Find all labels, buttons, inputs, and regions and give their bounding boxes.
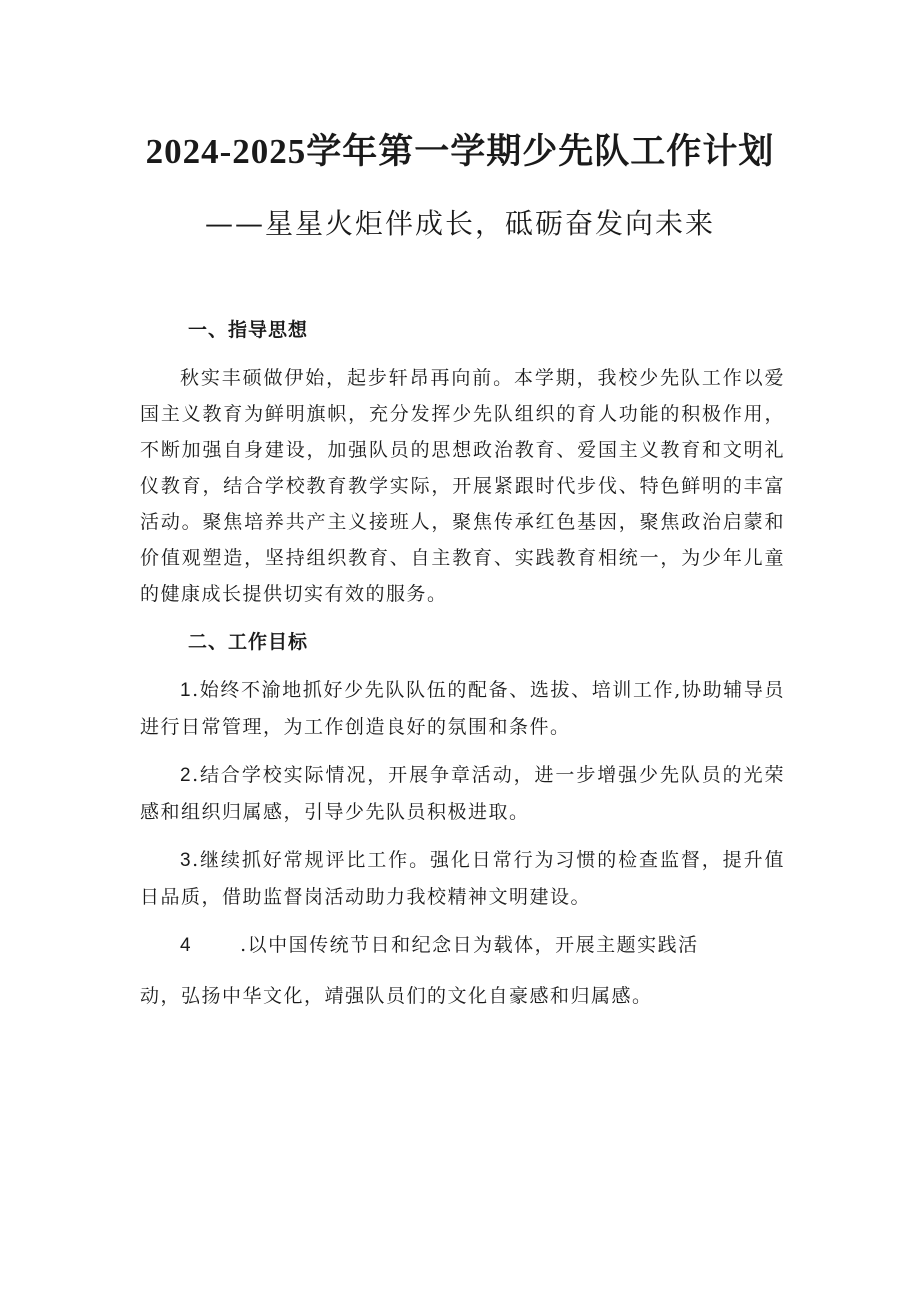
document-body [140, 312, 785, 1014]
goal-item-4-line-1 [140, 927, 785, 964]
goal-item-text: .以中国传统节日和纪念日为载体，开展主题实践活 [240, 934, 699, 956]
goal-item-1 [140, 672, 785, 745]
goal-item-number: 2 [180, 765, 193, 786]
section-heading-work-goals: 二、工作目标 [188, 631, 309, 653]
goal-item-text: .继续抓好常规评比工作。强化日常行为习惯的检查监督，提升值日品质，借助监督岗活动助力我校精神文明建设。 [140, 849, 785, 908]
goal-item-number: 3 [180, 850, 193, 871]
document-subtitle: ——星星火炬伴成长，砥砺奋发向未来 [204, 207, 715, 240]
goal-item-2 [140, 757, 785, 830]
goal-item-number: 1 [180, 680, 193, 701]
goal-item-text: .结合学校实际情况，开展争章活动，进一步增强少先队员的光荣感和组织归属感，引导少先队员积极进取。 [140, 764, 785, 823]
guiding-ideology-paragraph: 秋实丰硕做伊始，起步轩昂再向前。本学期，我校少先队工作以爱国主义教育为鲜明旗帜，充分发挥少先队组织的育人功能的积极作用，不断加强自身建设，加强队员的思想政治教育、爱国主义教育和文明礼仪教育，结合学校教育教学实际，开展紧跟时代步伐、特色鲜明的丰富活动。聚焦培养共产主义接班人，聚焦传承红色基因，聚焦政治启蒙和价值观塑造，坚持组织教育、自主教育、实践教育相统一，为少年儿童的健康成长提供切实有效的服务。 [140, 367, 785, 605]
goal-item-4 [140, 927, 785, 1014]
goal-item-number: 4 [180, 935, 193, 956]
document-title: 2024-2025学年第一学期少先队工作计划 [145, 132, 775, 171]
goal-item-4-line-2: 动，弘扬中华文化，靖强队员们的文化自豪感和归属感。 [140, 985, 653, 1007]
section-heading-guiding-ideology: 一、指导思想 [188, 319, 309, 341]
goal-item-text: .始终不渝地抓好少先队队伍的配备、选拔、培训工作,协助辅导员进行日常管理，为工作创造良好的氛围和条件。 [140, 679, 785, 738]
goal-item-3 [140, 842, 785, 915]
